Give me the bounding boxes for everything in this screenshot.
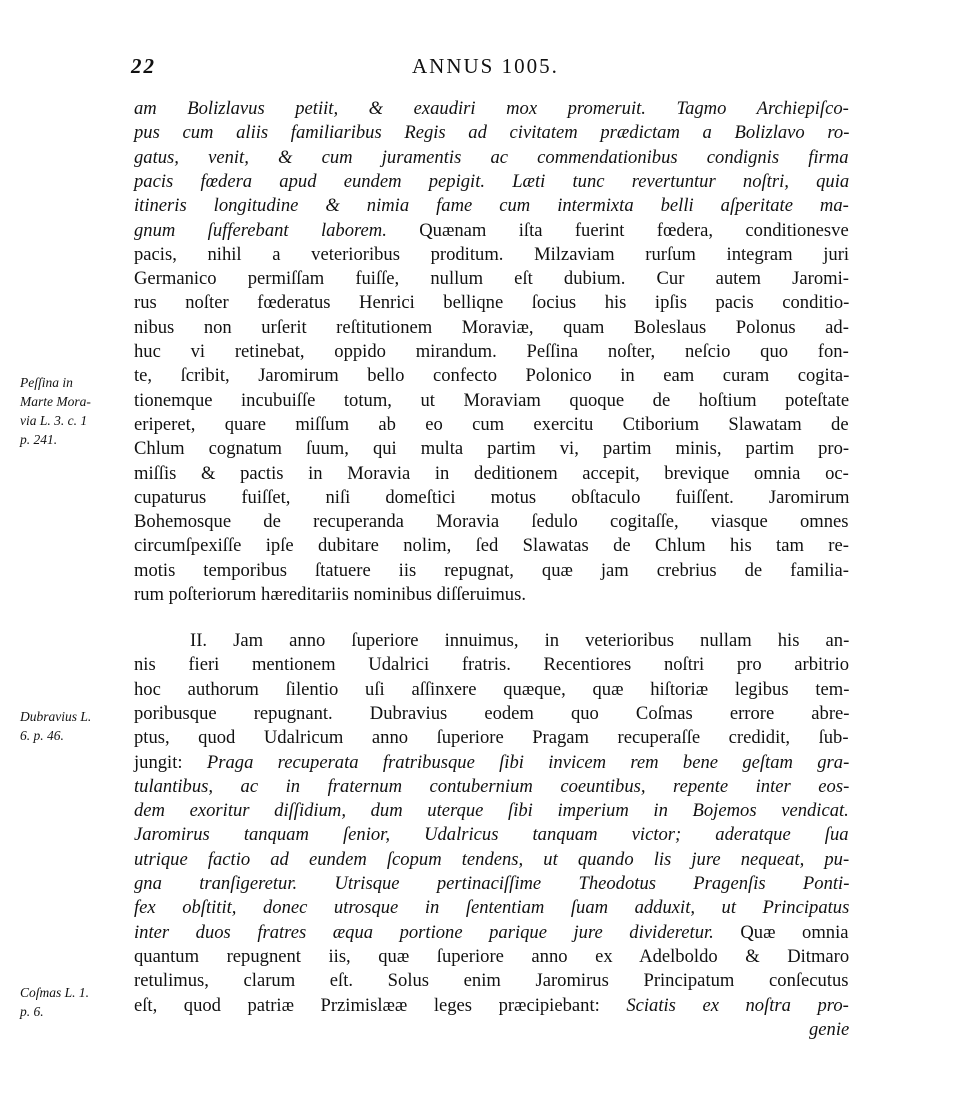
text-line xyxy=(134,727,849,749)
margin-note-line: via L. 3. c. 1 xyxy=(20,413,88,428)
text-line xyxy=(134,995,849,1017)
text-line xyxy=(134,147,849,169)
margin-note-line: p. 6. xyxy=(20,1004,44,1019)
text-line xyxy=(134,195,849,217)
line-text: Germanico permiſſam fuiſſe, nullum eſt dubium. Cur autem Jaromi- xyxy=(134,268,849,290)
line-text-continued: Praga recuperata fratribusque ſibi invicem rem bene geſtam gra- xyxy=(206,751,850,773)
text-line xyxy=(134,244,849,266)
line-text: motis temporibus ſtatuere iis repugnat, quæ jam crebrius de familia- xyxy=(134,559,849,581)
line-text-continued: Quænam iſta fuerint fœdera, conditionesve xyxy=(386,219,849,241)
line-text: inter duos fratres æqua portione parique jure divideretur. xyxy=(134,921,714,943)
line-text: am Bolizlavus petiit, & exaudiri mox promeruit. Tagmo Archiepiſco- xyxy=(134,98,849,119)
line-text: utrique factio ad eundem ſcopum tendens, ut quando lis jure nequeat, pu- xyxy=(134,848,850,870)
line-text: gatus, venit, & cum juramentis ac commendationibus condignis firma xyxy=(134,146,849,168)
text-line xyxy=(134,414,849,436)
text-line xyxy=(134,560,849,582)
text-line xyxy=(134,873,849,895)
line-text: rus noſter fœderatus Henrici belliqne ſocius his ipſis pacis conditio- xyxy=(134,292,850,314)
line-text: miſſis & pactis in Moravia in deditionem accepit, brevique omnia oc- xyxy=(134,462,849,484)
text-line xyxy=(134,317,849,339)
line-text: pacis, nihil a veterioribus proditum. Milzaviam rurſum integram juri xyxy=(134,243,850,265)
text-line xyxy=(134,535,849,557)
line-text: dem exoritur diſſidium, dum uterque ſibi imperium in Bojemos vendicat. xyxy=(134,800,849,822)
text-line xyxy=(134,897,849,919)
text-line xyxy=(134,122,849,144)
line-text-continued: Sciatis ex noſtra pro- xyxy=(626,994,849,1016)
line-text: cupaturus fuiſſet, niſi domeſtici motus obſtaculo fuiſſent. Jaromirum xyxy=(134,486,850,508)
text-line xyxy=(134,849,849,871)
line-text: pacis fœdera apud eundem pepigit. Læti tunc revertuntur noſtri, quia xyxy=(134,170,850,192)
margin-note-line: Peſſina in xyxy=(20,375,73,390)
margin-note-cosmas xyxy=(20,983,89,1021)
text-line xyxy=(134,776,849,798)
margin-note-line: p. 241. xyxy=(20,432,58,447)
text-line xyxy=(134,365,849,387)
line-text: genie xyxy=(809,1018,850,1040)
line-text: jungit: xyxy=(134,751,207,773)
line-text: pus cum aliis familiaribus Regis ad civitatem prædictam a Bolizlavo ro- xyxy=(134,122,850,144)
line-text: rum poſteriorum hæreditariis nominibus diſſeruimus. xyxy=(134,584,526,605)
text-line xyxy=(134,220,849,242)
line-text: eſt, quod patriæ Przimislææ leges præcipiebant: xyxy=(134,994,627,1016)
text-line xyxy=(134,824,849,846)
text-line xyxy=(134,171,849,193)
text-line xyxy=(134,752,849,774)
margin-note-line: 6. p. 46. xyxy=(20,728,64,743)
text-line xyxy=(134,970,849,992)
line-text: huc vi retinebat, oppido mirandum. Peſſina noſter, neſcio quo fon- xyxy=(134,341,849,362)
margin-note-line: Marte Mora- xyxy=(20,394,91,409)
running-title: ANNUS 1005. xyxy=(412,54,559,78)
text-line xyxy=(134,946,849,968)
text-line xyxy=(134,487,849,509)
text-line xyxy=(134,584,526,606)
line-text: quantum repugnent iis, quæ ſuperiore anno ex Adelboldo & Ditmaro xyxy=(134,945,850,967)
margin-note-line: Dubravius L. xyxy=(20,709,92,724)
text-line xyxy=(134,654,849,676)
margin-note-dubravius xyxy=(20,707,91,745)
line-text: gnum ſufferebant laborem. xyxy=(134,219,387,241)
line-text: circumſpexiſſe ipſe dubitare nolim, ſed Slawatas de Chlum his tam re- xyxy=(134,535,849,557)
text-line xyxy=(134,703,849,725)
line-text: retulimus, clarum eſt. Solus enim Jaromirus Principatum conſecutus xyxy=(134,970,849,992)
line-text: eriperet, quare miſſum ab eo cum exercitu Ctiborium Slawatam de xyxy=(134,413,849,435)
text-line xyxy=(134,679,849,701)
text-line xyxy=(134,268,849,290)
line-text: nis fieri mentionem Udalrici fratris. Recentiores noſtri pro arbitrio xyxy=(134,654,850,676)
line-text: gna tranſigeretur. Utrisque pertinaciſſime Theodotus Pragenſis Ponti- xyxy=(134,873,850,894)
line-text: te, ſcribit, Jaromirum bello confecto Polonico in eam curam cogita- xyxy=(134,365,850,387)
text-line xyxy=(134,800,849,822)
line-text: Jaromirus tanquam ſenior, Udalricus tanquam victor; aderatque ſua xyxy=(134,824,849,846)
text-line xyxy=(134,341,849,363)
margin-note-line: Coſmas L. 1. xyxy=(20,985,90,1000)
line-text-continued: Quæ omnia xyxy=(713,921,849,943)
text-line xyxy=(134,98,849,120)
line-text: nibus non urſerit reſtitutionem Moraviæ, quam Boleslaus Polonus ad- xyxy=(134,316,849,338)
line-text: tulantibus, ac in fraternum contubernium coeuntibus, repente inter eos- xyxy=(134,775,850,797)
text-line xyxy=(134,922,849,944)
line-text: hoc authorum ſilentio uſi aſſinxere quæque, quæ hiſtoriæ legibus tem- xyxy=(134,678,850,700)
page-number: 22 xyxy=(131,54,156,78)
line-text: Chlum cognatum ſuum, qui multa partim vi, partim minis, partim pro- xyxy=(134,438,850,460)
line-text: itineris longitudine & nimia fame cum intermixta belli aſperitate ma- xyxy=(134,195,849,217)
line-text: ptus, quod Udalricum anno ſuperiore Pragam recuperaſſe credidit, ſub- xyxy=(134,727,849,749)
text-line xyxy=(134,292,849,314)
text-line xyxy=(134,438,849,460)
text-line xyxy=(809,1019,849,1041)
margin-note-pessina xyxy=(20,373,91,449)
line-text: Bohemosque de recuperanda Moravia ſedulo cogitaſſe, viasque omnes xyxy=(134,511,849,533)
line-text: tionemque incubuiſſe totum, ut Moraviam quoque de hoſtium poteſtate xyxy=(134,389,850,411)
line-text: fex obſtitit, donec utrosque in ſententiam ſuam adduxit, ut Principatus xyxy=(134,897,850,919)
text-line xyxy=(190,630,849,652)
text-line xyxy=(134,463,849,485)
line-text: II. Jam anno ſuperiore innuimus, in veterioribus nullam his an- xyxy=(190,630,850,651)
text-line xyxy=(134,511,849,533)
text-line xyxy=(134,390,849,412)
line-text: poribusque repugnant. Dubravius eodem quo Coſmas errore abre- xyxy=(134,702,850,724)
